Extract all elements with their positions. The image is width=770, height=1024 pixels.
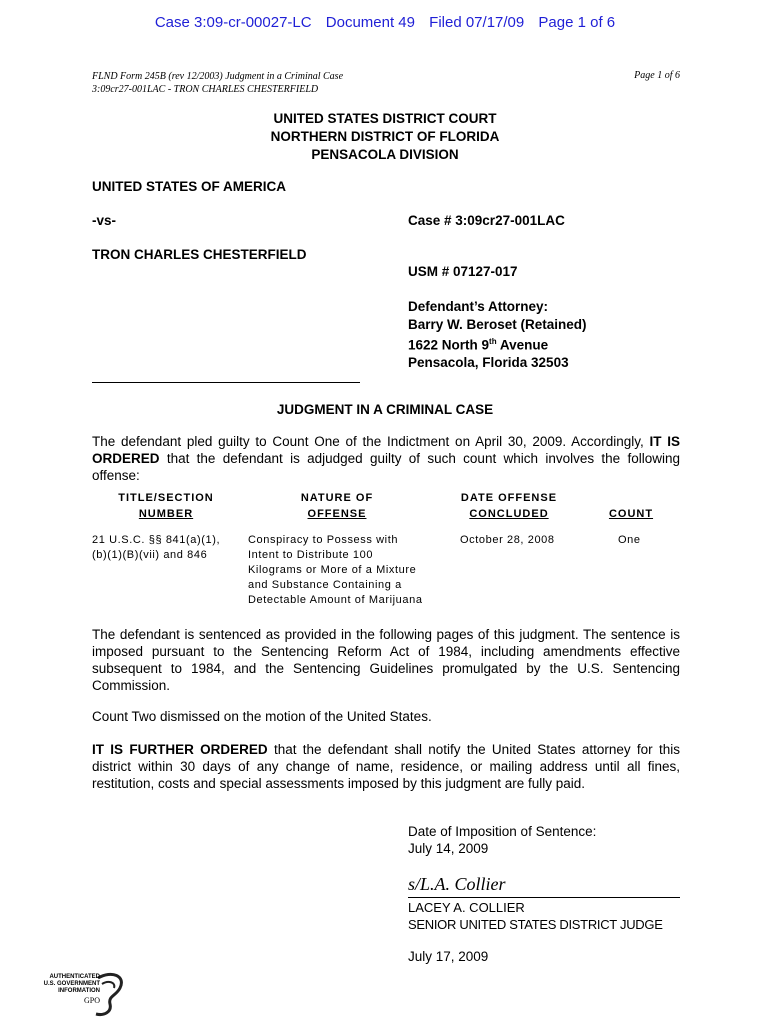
versus: -vs-	[92, 213, 117, 228]
form-line-1: FLND Form 245B (rev 12/2003) Judgment in a Criminal Case	[92, 71, 344, 82]
row-count: One	[618, 534, 641, 546]
stamp-case: Case 3:09-cr-00027-LC	[154, 14, 312, 31]
gpo-line-1: AUTHENTICATED	[49, 974, 100, 980]
gpo-seal	[38, 968, 128, 1018]
further-text: that the defendant shall notify the United States attorney for this district within 30 days of any change of name, residence, or mailing address until all fines, restitution, costs and special assessments imposed by this judgment are fully paid.	[92, 742, 680, 791]
row-title-line1: 21 U.S.C. §§ 841(a)(1),	[92, 534, 221, 546]
intro-bold-2: ORDERED	[92, 451, 160, 466]
intro-text-2: that the defendant is adjudged guilty of such count which involves the following offense:	[92, 451, 680, 483]
attorney-city: Pensacola, Florida 32503	[408, 355, 569, 370]
row-nature-line1: Conspiracy to Possess with	[248, 534, 399, 546]
header-date-line1: DATE OFFENSE	[460, 492, 558, 504]
stamp-filed: Filed 07/17/09	[429, 14, 525, 31]
gpo-line-2: U.S. GOVERNMENT	[43, 981, 100, 987]
attorney-block	[408, 298, 587, 372]
stamp-document: Document 49	[325, 14, 415, 31]
judge-title: SENIOR UNITED STATES DISTRICT JUDGE	[408, 917, 663, 932]
signature-line	[408, 897, 680, 898]
header-title-line1: TITLE/SECTION	[118, 492, 214, 504]
row-title-section	[92, 533, 242, 563]
stamp-page: Page 1 of 6	[538, 14, 616, 31]
further-ordered-paragraph	[92, 741, 680, 792]
header-title-line2: NUMBER	[138, 508, 194, 520]
divider-line	[92, 382, 360, 383]
row-nature	[248, 533, 438, 608]
judge-block	[408, 899, 663, 933]
imposition-label: Date of Imposition of Sentence:	[408, 824, 597, 839]
header-count-label: COUNT	[608, 508, 654, 520]
row-nature-line3: Kilograms or More of a Mixture	[248, 564, 417, 576]
page-number: Page 1 of 6	[634, 70, 680, 81]
address-street: 1622 North 9	[408, 337, 490, 353]
court-line-2: NORTHERN DISTRICT OF FLORIDA	[270, 129, 500, 144]
attorney-name: Barry W. Beroset (Retained)	[408, 316, 587, 332]
header-nature-line1: NATURE OF	[300, 492, 374, 504]
defendant-name: TRON CHARLES CHESTERFIELD	[92, 247, 307, 262]
usm-number: USM # 07127-017	[408, 264, 518, 279]
attorney-address	[408, 333, 587, 354]
row-nature-line4: and Substance Containing a	[248, 579, 402, 591]
intro-paragraph	[92, 433, 680, 484]
court-line-1: UNITED STATES DISTRICT COURT	[273, 111, 497, 126]
row-nature-line2: Intent to Distribute 100	[248, 549, 374, 561]
judge-name: LACEY A. COLLIER	[408, 900, 525, 915]
header-date-line2: CONCLUDED	[469, 508, 549, 520]
row-date: October 28, 2008	[460, 534, 555, 546]
gpo-line-3: INFORMATION	[58, 988, 100, 994]
court-heading	[0, 110, 770, 164]
gpo-line-4: GPO	[83, 996, 100, 1005]
further-bold: IT IS FURTHER ORDERED	[92, 742, 268, 757]
sentence-paragraph: The defendant is sentenced as provided in the following pages of this judgment. The sentence is imposed pursuant to the Sentencing Reform Act of 1984, including amendments effective subsequent to 1984, and the Sentencing Guidelines promulgated by the U.S. Sentencing Commission.	[92, 627, 680, 693]
court-line-3: PENSACOLA DIVISION	[311, 147, 459, 162]
form-info	[92, 70, 343, 96]
judge-signature: s/L.A. Collier	[408, 874, 506, 894]
imposition-block	[408, 823, 596, 857]
attorney-label: Defendant’s Attorney:	[408, 299, 549, 314]
row-nature-line5: Detectable Amount of Marijuana	[248, 594, 423, 606]
dismissed-paragraph: Count Two dismissed on the motion of the United States.	[92, 709, 432, 724]
address-ordinal: th	[489, 337, 497, 346]
signature-date: July 17, 2009	[408, 949, 489, 964]
intro-text-1: The defendant pled guilty to Count One of the Indictment on April 30, 2009. Accordingly,	[92, 434, 650, 449]
header-nature-line2: OFFENSE	[307, 508, 367, 520]
plaintiff: UNITED STATES OF AMERICA	[92, 179, 286, 194]
header-title-section	[96, 490, 236, 522]
intro-bold-1: IT IS	[649, 434, 680, 449]
address-street-suffix: Avenue	[496, 337, 549, 353]
imposition-date: July 14, 2009	[408, 841, 489, 856]
row-title-line2: (b)(1)(B)(vii) and 846	[92, 549, 208, 561]
header-nature	[267, 490, 407, 522]
gpo-text	[38, 974, 100, 1004]
header-date	[445, 490, 573, 522]
filing-stamp	[0, 14, 770, 31]
case-number: Case # 3:09cr27-001LAC	[408, 213, 565, 228]
form-line-2: 3:09cr27-001LAC - TRON CHARLES CHESTERFIELD	[92, 84, 319, 95]
header-count	[596, 506, 666, 522]
judgment-title: JUDGMENT IN A CRIMINAL CASE	[276, 402, 494, 417]
